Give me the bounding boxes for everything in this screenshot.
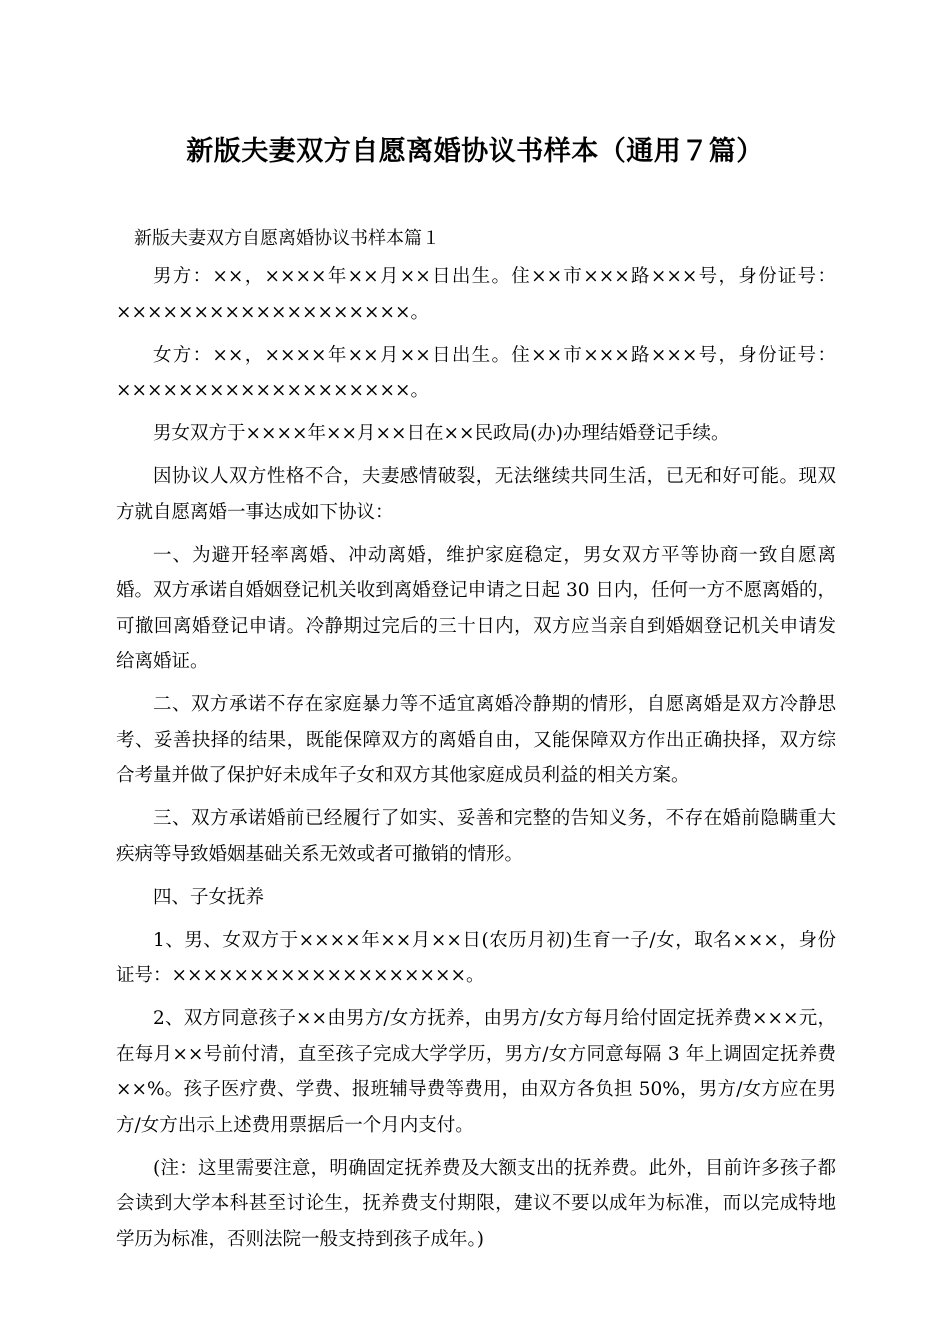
- paragraph-note: (注：这里需要注意，明确固定抚养费及大额支出的抚养费。此外，目前许多孩子都会读到大学本科甚至讨论生，抚养费支付期限，建议不要以成年为标准，而以完成特地学历为标准，否则法院一般支持到孩子成年。): [116, 1157, 836, 1250]
- paragraph-child-support: 2、双方同意孩子××由男方/女方抚养，由男方/女方每月给付固定抚养费×××元，在每月××号前付清，直至孩子完成大学学历，男方/女方同意每隔 3 年上调固定抚养费××%。孩子医疗费、学费、报班辅导费等费用，由双方各负担 50%，男方/女方应在男方/女方出示上述费用票据后一个月内支付。: [116, 1008, 836, 1136]
- paragraph-child-birth: 1、男、女双方于××××年××月××日(农历月初)生育一子/女，取名×××，身份证号：×××××××××××××××××××。: [116, 929, 836, 986]
- paragraph-clause-2: 二、双方承诺不存在家庭暴力等不适宜离婚冷静期的情形，自愿离婚是双方冷静思考、妥善抉择的结果，既能保障双方的离婚自由，又能保障双方作出正确抉择，双方综合考量并做了保护好未成年子女和双方其他家庭成员利益的相关方案。: [116, 694, 836, 786]
- paragraph-clause-4-heading: 四、子女抚养: [153, 886, 265, 908]
- section-heading: 新版夫妻双方自愿离婚协议书样本篇１: [134, 228, 440, 249]
- document-title: 新版夫妻双方自愿离婚协议书样本（通用７篇）: [186, 136, 764, 167]
- paragraph-clause-1: 一、为避开轻率离婚、冲动离婚，维护家庭稳定，男女双方平等协商一致自愿离婚。双方承诺自婚姻登记机关收到离婚登记申请之日起 30 日内，任何一方不愿离婚的，可撤回离婚登记申请。冷静期过完后的三十日内，双方应当亲自到婚姻登记机关申请发给离婚证。: [116, 544, 836, 672]
- paragraph-marriage-registration: 男女双方于××××年××月××日在××民政局(办)办理结婚登记手续。: [153, 423, 730, 444]
- document-body: [116, 259, 836, 1265]
- paragraph-wife-info: 女方：××，××××年××月××日出生。住××市×××路×××号，身份证号：×××××××××××××××××××。: [116, 344, 836, 401]
- paragraph-husband-info: 男方：××，××××年××月××日出生。住××市×××路×××号，身份证号：×××××××××××××××××××。: [116, 266, 836, 323]
- paragraph-reason: 因协议人双方性格不合，夫妻感情破裂，无法继续共同生活，已无和好可能。现双方就自愿离婚一事达成如下协议：: [116, 466, 836, 523]
- paragraph-clause-3: 三、双方承诺婚前已经履行了如实、妥善和完整的告知义务，不存在婚前隐瞒重大疾病等导致婚姻基础关系无效或者可撤销的情形。: [116, 808, 836, 865]
